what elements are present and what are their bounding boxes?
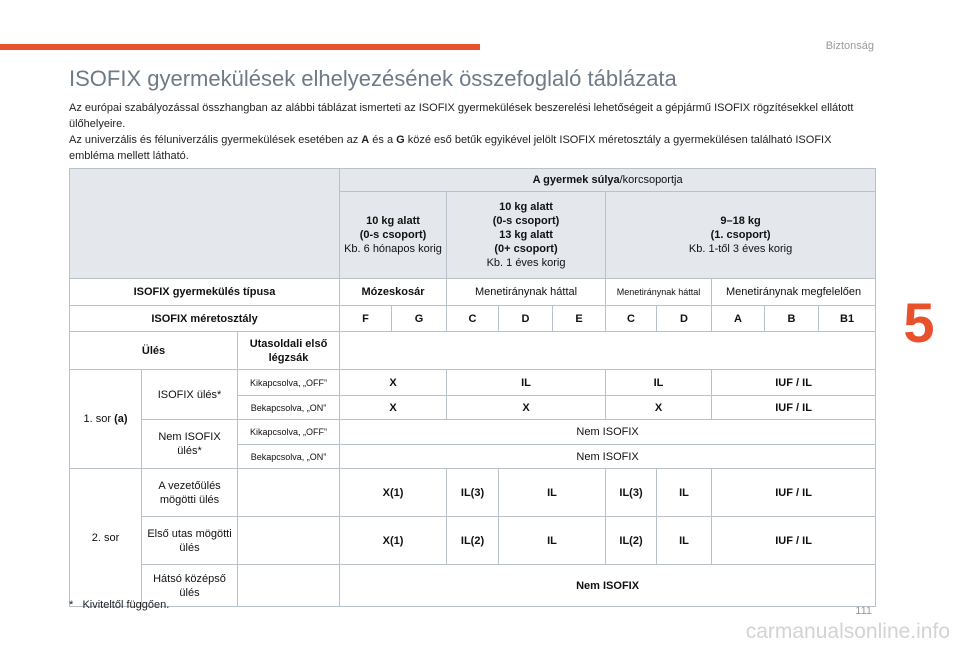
group1-class: (0-s csoport) (492, 215, 560, 227)
size-c-2: C (606, 306, 657, 332)
footnote (69, 599, 169, 611)
empty-airbag-cell-3 (238, 565, 340, 607)
airbag-on-label-2: Bekapcsolva, „ON” (238, 445, 340, 469)
type-label: ISOFIX gyermekülés típusa (70, 279, 340, 306)
group0-class: (0-s csoport) (359, 229, 427, 241)
group2-age: Kb. 1-től 3 éves korig (688, 243, 793, 255)
intro-text (69, 100, 869, 164)
group1-class-2: (0+ csoport) (494, 243, 558, 255)
cell-r1-on-rear: X (447, 396, 606, 420)
cell-non-isofix-off: Nem ISOFIX (340, 420, 876, 445)
cell-r1-off-carrycot: X (340, 370, 447, 396)
cell-r2-driver-de: IL (499, 469, 606, 517)
cell-r2-driver-d2: IL (657, 469, 712, 517)
weight-group-1 (606, 192, 876, 279)
weight-group-0 (340, 192, 447, 279)
cell-r1-off-forward: IUF / IL (712, 370, 876, 396)
behind-driver-label: A vezetőülés mögötti ülés (142, 469, 238, 517)
type-forward-facing: Menetiránynak megfelelően (712, 279, 876, 306)
cell-r2-driver-c: IL(3) (447, 469, 499, 517)
size-b: B (765, 306, 819, 332)
page-title: ISOFIX gyermekülések elhelyezésének összefoglaló táblázata (69, 66, 677, 91)
intro-paragraph-2 (69, 132, 869, 164)
group1-age: Kb. 1 éves korig (486, 257, 566, 269)
intro-text-a: Az univerzális és féluniverzális gyermekülések esetében az (69, 134, 362, 146)
cell-r1-off-rear: IL (447, 370, 606, 396)
intro-paragraph-1: Az európai szabályozással összhangban az alábbi táblázat ismerteti az ISOFIX gyermekülések beszerelési lehetőségeit a gépjármű ISOFIX rögzítésekkel ellátott ülőhelyeire. (69, 102, 854, 130)
group2-weight: 9–18 kg (720, 215, 761, 227)
size-label: ISOFIX méretosztály (70, 306, 340, 332)
watermark: carmanualsonline.info (745, 620, 950, 643)
row1-suffix: (a) (114, 413, 128, 425)
intro-text-c: közé eső betűk egyikével jelölt ISOFIX méretosztály a gyermekülésen található ISOFIX embléma mellett látható. (69, 134, 832, 162)
size-b1: B1 (819, 306, 876, 332)
row1-label (70, 370, 142, 469)
cell-r2-middle: Nem ISOFIX (340, 565, 876, 607)
isofix-table (69, 168, 876, 607)
cell-r2-driver-c2: IL(3) (606, 469, 657, 517)
size-f: F (340, 306, 392, 332)
cell-r2-driver-forward: IUF / IL (712, 469, 876, 517)
cell-non-isofix-on: Nem ISOFIX (340, 445, 876, 469)
group1-weight-2: 13 kg alatt (499, 229, 553, 241)
row2-label: 2. sor (70, 469, 142, 607)
size-g: G (392, 306, 447, 332)
group2-class: (1. csoport) (710, 229, 771, 241)
intro-text-b: és a (369, 134, 397, 146)
cell-r2-pass-d2: IL (657, 517, 712, 565)
letter-a: A (361, 134, 370, 146)
airbag-label: Utasoldali első légzsák (238, 332, 340, 370)
group0-weight: 10 kg alatt (366, 215, 420, 227)
non-isofix-seat-label: Nem ISOFIX ülés* (142, 420, 238, 469)
group1-weight: 10 kg alatt (499, 201, 553, 213)
airbag-on-label: Bekapcsolva, „ON” (238, 396, 340, 420)
size-c: C (447, 306, 499, 332)
isofix-seat-label: ISOFIX ülés* (142, 370, 238, 420)
cell-r1-on-carrycot: X (340, 396, 447, 420)
airbag-off-label: Kikapcsolva, „OFF” (238, 370, 340, 396)
size-a: A (712, 306, 765, 332)
weight-group-0plus (447, 192, 606, 279)
chapter-number: 5 (903, 291, 935, 354)
weight-header-rest: /korcsoportja (619, 174, 683, 186)
weight-header-bold: A gyermek súlya (532, 174, 620, 186)
cell-r1-on-forward: IUF / IL (712, 396, 876, 420)
cell-r2-pass-carrycot: X(1) (340, 517, 447, 565)
weight-header (340, 169, 876, 192)
airbag-off-label-2: Kikapcsolva, „OFF” (238, 420, 340, 445)
footnote-text: Kiviteltől függően. (82, 599, 170, 611)
footnote-star: * (69, 599, 74, 611)
cell-r2-pass-de: IL (499, 517, 606, 565)
type-carrycot: Mózeskosár (340, 279, 447, 306)
cell-r2-pass-c: IL(2) (447, 517, 499, 565)
empty-airbag-cell-2 (238, 517, 340, 565)
cell-r1-off-rear-2: IL (606, 370, 712, 396)
group0-age: Kb. 6 hónapos korig (344, 243, 442, 255)
size-e: E (553, 306, 606, 332)
size-d-2: D (657, 306, 712, 332)
table-corner-cell (70, 169, 340, 279)
cell-r2-driver-carrycot: X(1) (340, 469, 447, 517)
section-name: Biztonság (825, 40, 874, 52)
cell-r2-pass-c2: IL(2) (606, 517, 657, 565)
letter-g: G (396, 134, 405, 146)
seat-header-spacer (340, 332, 876, 370)
type-rear-facing: Menetiránynak háttal (447, 279, 606, 306)
type-rear-facing-2: Menetiránynak háttal (606, 279, 712, 306)
empty-airbag-cell-1 (238, 469, 340, 517)
row1-text: 1. sor (83, 413, 115, 425)
section-color-bar (0, 44, 480, 50)
cell-r2-pass-forward: IUF / IL (712, 517, 876, 565)
size-d: D (499, 306, 553, 332)
behind-passenger-label: Első utas mögötti ülés (142, 517, 238, 565)
seat-label: Ülés (70, 332, 238, 370)
cell-r1-on-rear-2: X (606, 396, 712, 420)
rear-middle-label: Hátsó középső ülés (142, 565, 238, 607)
page-number: 111 (855, 605, 872, 617)
